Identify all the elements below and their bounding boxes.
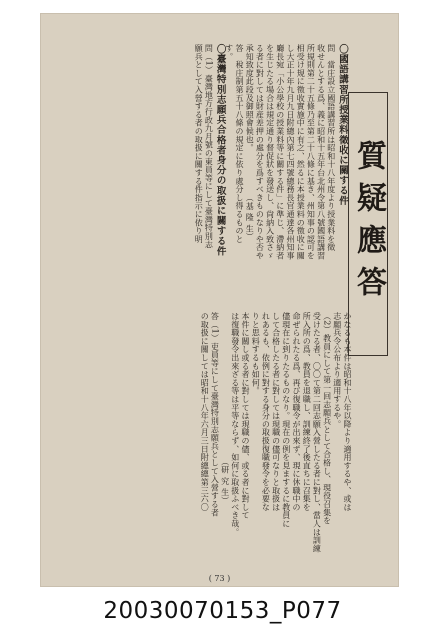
text-column: 答 稅庄制第五十八條の規定に依り處分し得るものと [235,44,244,244]
text-column: 所入所の爲、教員を退職し、訓練終了後直ちに召集を [302,312,312,512]
section-heading: 〇臺灣特別志願兵合格者身分の取扱に關する件 [214,44,226,257]
text-column: 問 當庄設立國語講習所は昭和十八年度より授業料を徵 [326,44,336,252]
text-column: 受けたる者、〇〇て第二回志願入營したる者に對し、當人は訓練 [312,312,322,553]
text-column: して合格したる者に對しては現職の儘可なりと取扱は [271,312,281,512]
text-column: りと思料するも如何。 [251,312,261,395]
text-column: 所規則第二十五條乃至第二十八條に基き、州知事の認可を [306,44,316,260]
text-column: 廳長宛「小公學校の授業料等に關する件」に準じ、滯納者 [275,44,285,260]
text-column: 命ぜられたる爲、再び復職令が出來ず、現に休職中の [292,312,301,512]
text-column: かなるも本件は昭和十八年以降より適用するや、或は [343,312,352,512]
section-heading: 〇國語講習所授業料徵收に關する件 [337,44,348,206]
text-column: 本件に關し或る者に對しては現職の儘、或る者に對して [241,312,250,520]
page-number: ( 73 ) [208,574,231,583]
text-column: 答（1）吏員等にして臺灣特別志願兵として入營する者 [210,312,220,517]
text-column: る者に對しては財産差押の處分を爲すべきものなりや否や [255,44,265,260]
text-column: 問（1）臺灣地方行政九月號の東員等にして臺灣特別志 [204,44,214,249]
image-caption: 20030070153_P077 [103,598,342,624]
text-column: 儘現在に到りたるものなり。現在の例を見まするに教員に [281,312,291,528]
text-column: 志願兵令公布より適用するや。 [332,312,342,429]
text-column: の取扱に關しては昭和十八年六月三日附總總第三六〇 [200,312,210,512]
text-column: を生じたる場合は規定通り督促狀を發送し、尙納入致さゞ [265,44,275,260]
text-column: は復職發令出來ざる等は平等ならず、如何に取扱ふべき哉。 [230,312,240,537]
text-column: し大正十年九月九日附總內第七四號總務長官通達各州知事 [286,44,295,260]
text-column: （研 究 生） [220,312,230,505]
text-column: 承知致度此段及御照會候也。 （基 隆 生） [245,44,255,241]
text-column: 收せんとする爲、義に昭和十五年台北州令第八號國語講習 [316,44,326,260]
text-column: れあるも、依例に對する身分の取扱復職發令を必要な [261,312,271,512]
section-title-box [348,92,388,356]
text-column: （2）教員にして第一回志願兵として合格し、現役召集を [322,312,332,525]
text-column: 願兵として入營する者の取扱に關する件指示に依り明 [194,44,204,244]
text-column: す。 [224,44,234,61]
document-page [41,14,398,586]
text-column: 相受け規に徵收實施中に有之、然るに本授業料の徵收に關 [296,44,306,260]
section-title: 質疑應答 [351,140,386,308]
